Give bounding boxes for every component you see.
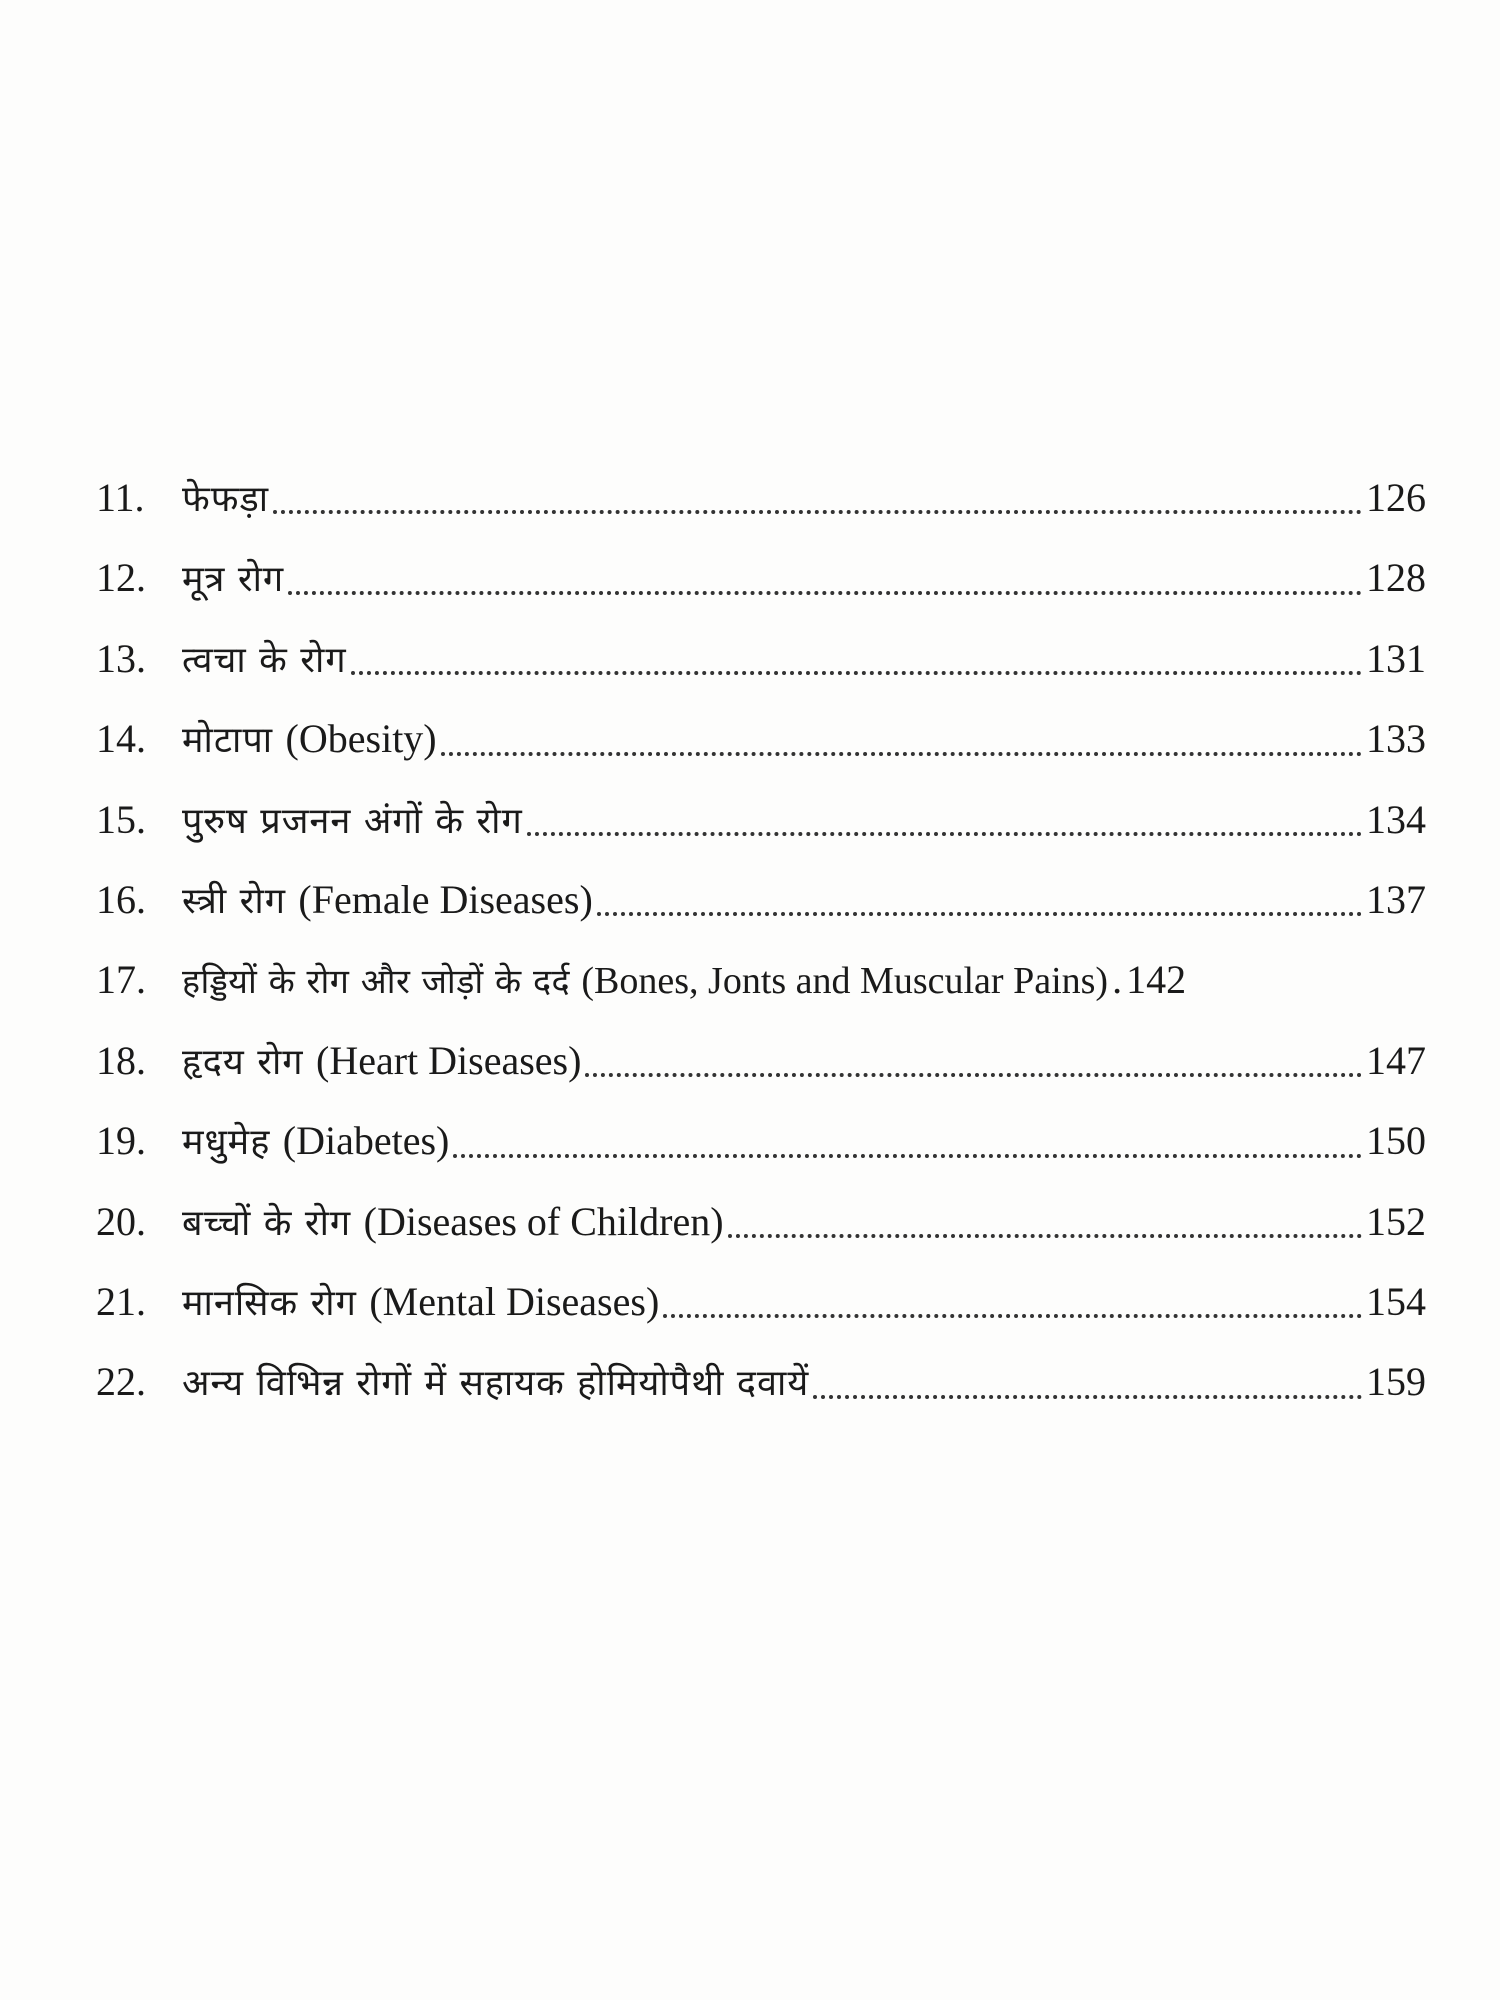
entry-title-hindi: अन्य विभिन्न रोगों में सहायक होमियोपैथी दवायें — [182, 1363, 810, 1405]
entry-number: 22. — [96, 1359, 146, 1405]
entry-title — [182, 1021, 581, 1103]
entry-number: 21. — [96, 1278, 146, 1324]
toc-entry — [96, 538, 1426, 618]
entry-page-number: 137 — [1366, 876, 1426, 922]
entry-title — [182, 460, 269, 540]
entry-title — [182, 699, 437, 781]
entry-page-number: 133 — [1366, 716, 1426, 762]
entry-title-hindi: स्त्री रोग — [182, 880, 286, 922]
entry-title-hindi: पुरुष प्रजनन अंगों के रोग — [182, 800, 523, 842]
dot-leader — [288, 538, 1362, 618]
entry-number: 13. — [96, 635, 146, 681]
dot-leader — [585, 1021, 1362, 1101]
entry-title-english: (Diabetes) — [282, 1118, 450, 1164]
dot-leader — [663, 1262, 1362, 1342]
dot-leader — [728, 1182, 1362, 1262]
entry-title-english: (Bones, Jonts and Muscular Pains) — [581, 960, 1109, 1003]
entry-number: 20. — [96, 1198, 146, 1244]
entry-title — [182, 621, 347, 701]
entry-number: 19. — [96, 1118, 146, 1164]
entry-number: 16. — [96, 876, 146, 922]
entry-title-hindi: फेफड़ा — [182, 479, 270, 520]
entry-title — [182, 540, 284, 620]
entry-title — [182, 1344, 809, 1424]
entry-page-number: 131 — [1366, 635, 1426, 681]
entry-title-english: (Heart Diseases) — [316, 1037, 582, 1083]
entry-title-english: (Diseases of Children) — [363, 1198, 724, 1244]
entry-number: 15. — [96, 796, 146, 842]
entry-title — [182, 1182, 724, 1264]
entry-page-number: 150 — [1366, 1118, 1426, 1164]
table-of-contents — [96, 458, 1426, 1423]
dot-leader — [351, 619, 1362, 699]
entry-title — [182, 860, 593, 942]
toc-entry — [96, 780, 1426, 860]
dot-leader — [441, 699, 1362, 779]
entry-title-hindi: मानसिक रोग — [182, 1282, 357, 1324]
entry-title-english: (Obesity) — [285, 716, 437, 762]
entry-number: 11. — [96, 475, 145, 520]
dot-leader — [273, 458, 1362, 538]
entry-title — [182, 1262, 659, 1344]
entry-title-hindi: हड्डियों के रोग और जोड़ों के दर्द — [182, 962, 571, 1003]
entry-number: 17. — [96, 957, 146, 1003]
entry-page-number: 152 — [1366, 1198, 1426, 1244]
dot-leader — [597, 860, 1362, 940]
entry-title — [182, 782, 523, 862]
entry-page-number: 134 — [1366, 796, 1426, 842]
toc-entry — [96, 1021, 1426, 1101]
toc-entry — [96, 699, 1426, 779]
toc-entry — [96, 860, 1426, 940]
entry-number: 12. — [96, 555, 146, 601]
entry-title — [182, 1101, 449, 1183]
entry-number: 14. — [96, 716, 146, 762]
entry-page-number: 147 — [1366, 1037, 1426, 1083]
entry-title-hindi: बच्चों के रोग — [182, 1202, 352, 1244]
toc-entry — [96, 1342, 1426, 1422]
toc-entry — [96, 619, 1426, 699]
dot-leader — [527, 780, 1362, 860]
entry-title-english: (Female Diseases) — [298, 876, 593, 922]
entry-title-hindi: त्वचा के रोग — [182, 639, 347, 681]
entry-page-number: 128 — [1366, 555, 1426, 601]
entry-title-hindi: मूत्र रोग — [182, 559, 285, 601]
entry-title-hindi: मधुमेह — [182, 1122, 271, 1164]
entry-page-number: 126 — [1366, 475, 1426, 520]
entry-title — [182, 941, 1108, 1022]
entry-page-number: 154 — [1366, 1278, 1426, 1324]
toc-entry — [96, 458, 1426, 538]
toc-entry — [96, 1182, 1426, 1262]
dot-leader — [453, 1101, 1362, 1181]
entry-page-number: 142 — [1126, 957, 1187, 1003]
entry-number: 18. — [96, 1037, 146, 1083]
dot-leader — [1112, 940, 1122, 1020]
dot-leader — [813, 1342, 1362, 1422]
entry-page-number: 159 — [1366, 1359, 1426, 1405]
entry-title-hindi: मोटापा — [182, 720, 274, 762]
toc-entry — [96, 1262, 1426, 1342]
entry-title-english: (Mental Diseases) — [369, 1278, 660, 1324]
toc-entry — [96, 940, 1426, 1020]
entry-title-hindi: हृदय रोग — [182, 1041, 304, 1083]
toc-entry — [96, 1101, 1426, 1181]
